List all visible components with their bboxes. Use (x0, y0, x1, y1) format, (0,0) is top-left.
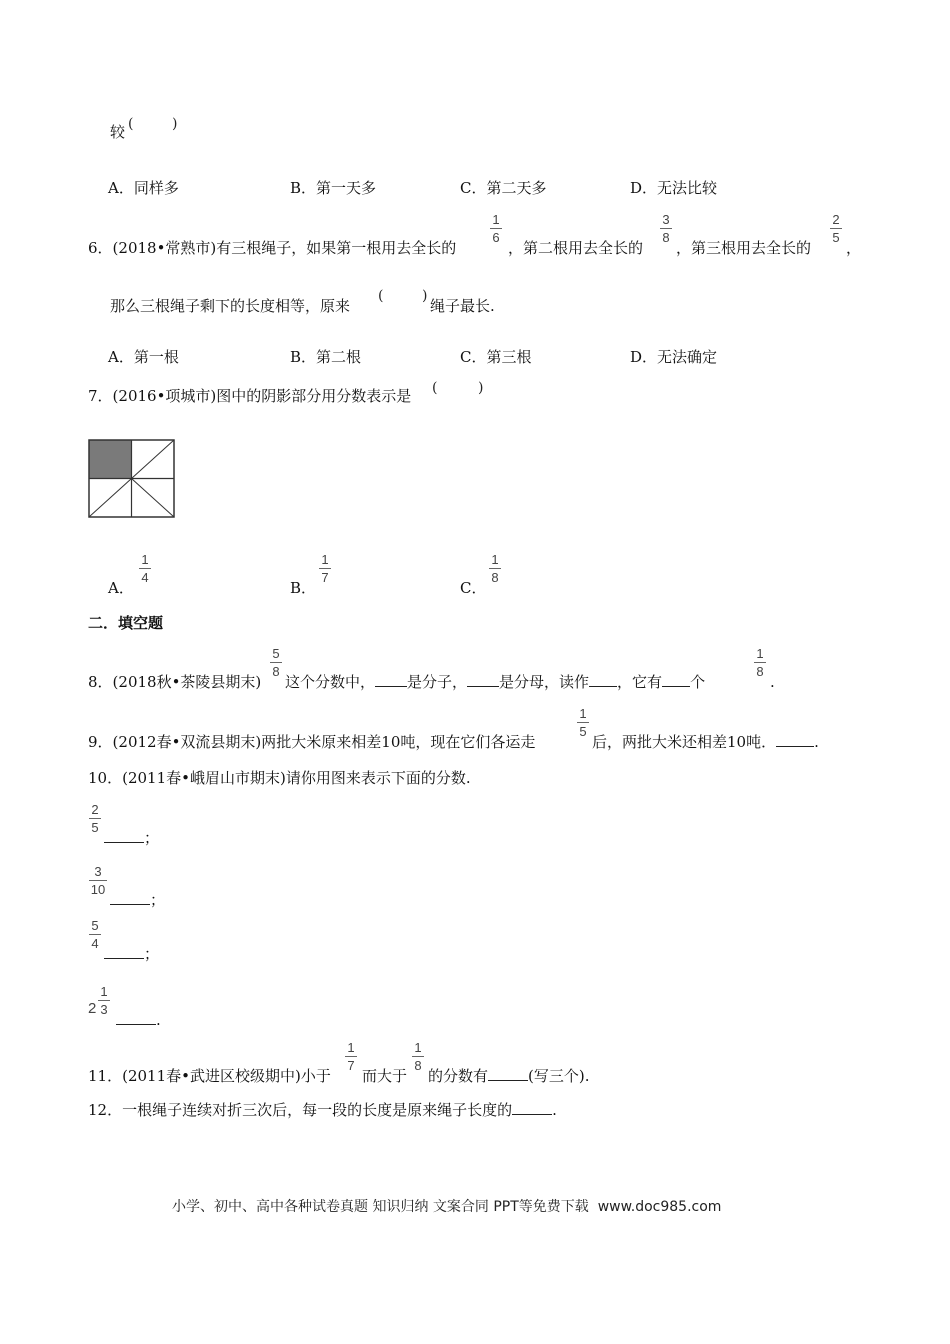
q10-item1-blank[interactable] (104, 828, 144, 843)
q11-text1: 小于 (300, 1067, 331, 1085)
q11-fraction-2 (411, 1040, 425, 1073)
q9-frac-num: 1 (579, 706, 587, 721)
q7-option-c-label: C． (460, 579, 487, 597)
q8-blank-count[interactable] (662, 672, 690, 687)
q12-end: . (552, 1101, 557, 1119)
q10-item4-fraction (97, 984, 111, 1017)
q10-line (88, 766, 471, 790)
shaded-square (89, 440, 131, 478)
q7-a-num: 1 (141, 552, 149, 567)
q7-option-a-fraction (138, 552, 152, 585)
q8-frac-den: 8 (272, 664, 280, 679)
q10-text: 请你用图来表示下面的分数. (285, 769, 471, 787)
q10-item2-blank[interactable] (110, 890, 150, 905)
q5-paren-close: ) (172, 116, 178, 132)
q6-text1: 有三根绳子，如果第一根用去全长的 (216, 239, 457, 257)
q9-source: (2012春•双流县期末) (112, 733, 262, 751)
q6-line2a: 那么三根绳子剩下的长度相等，原来 (110, 297, 351, 315)
q7-text: 图中的阴影部分用分数表示是 (216, 387, 412, 405)
q11-number: 11． (88, 1067, 123, 1085)
q11-frac1-den: 7 (347, 1058, 355, 1073)
q10-item4-num: 1 (100, 984, 108, 999)
q10-item2-num: 3 (94, 864, 102, 879)
q5-tail-line (110, 120, 125, 144)
q9-blank-answer[interactable] (776, 732, 814, 747)
q7-a-den: 4 (141, 570, 149, 585)
q10-item1-line (104, 826, 159, 850)
q10-item2-end: ； (150, 891, 166, 909)
q8-body (285, 670, 705, 694)
q10-number: 10． (88, 769, 123, 787)
q11-line-start (88, 1064, 331, 1088)
q8-frac2-den: 8 (756, 664, 764, 679)
q11-source: (2011春•武进区校级期中) (122, 1067, 301, 1085)
q5-tail-text: 较 (110, 123, 126, 141)
q8-text6: . (770, 673, 775, 691)
q11-text4: (写三个). (528, 1067, 590, 1085)
q10-item2-den: 10 (90, 882, 106, 897)
q8-text3: 是分母，读作 (499, 673, 590, 691)
q6-text4: ， (846, 239, 862, 257)
q6-option-b: B．第二根 (290, 348, 362, 366)
footer-text: 小学、初中、高中各种试卷真题 知识归纳 文案合同 PPT等免费下载 (172, 1199, 589, 1215)
section-title-fill-blank: 二．填空题 (88, 614, 164, 632)
q5-option-d: D．无法比较 (630, 179, 718, 197)
q10-item1-num: 2 (91, 802, 99, 817)
q7-c-den: 8 (491, 570, 499, 585)
q11-text3: 的分数有 (428, 1067, 489, 1085)
q5-option-a: A．同样多 (108, 179, 179, 197)
q11-line-end (428, 1064, 590, 1088)
q10-item1-den: 5 (91, 820, 99, 835)
q9-line-end (592, 730, 819, 754)
q6-option-c: C．第三根 (460, 348, 532, 366)
q5-paren-open: ( (128, 116, 134, 132)
q10-source: (2011春•峨眉山市期末) (122, 769, 286, 787)
q6-option-a: A．第一根 (108, 348, 179, 366)
q6-fraction-3 (829, 212, 843, 245)
q7-number: 7． (88, 387, 113, 405)
q12-blank-answer[interactable] (512, 1100, 552, 1115)
q8-blank-reading[interactable] (589, 672, 617, 687)
q6-frac2-den: 8 (662, 230, 670, 245)
q11-frac2-num: 1 (414, 1040, 422, 1055)
q8-frac2-num: 1 (756, 646, 764, 661)
q8-text1: 这个分数中， (285, 673, 376, 691)
q8-fraction (269, 646, 283, 679)
q11-text2: 而大于 (362, 1067, 408, 1085)
q11-blank-answer[interactable] (488, 1066, 528, 1081)
q8-blank-denominator[interactable] (467, 672, 499, 687)
q6-paren-close: ) (422, 288, 428, 304)
q7-b-den: 7 (321, 570, 329, 585)
q6-option-d: D．无法确定 (630, 348, 718, 366)
q10-item3-line (104, 942, 159, 966)
q7-paren-open: ( (432, 380, 438, 396)
q6-line1 (88, 236, 456, 260)
q10-item3-den: 4 (91, 936, 99, 951)
q8-text5: 个 (690, 673, 706, 691)
q10-item2-line (110, 888, 165, 912)
q11-frac1-num: 1 (347, 1040, 355, 1055)
q10-item1-end: ； (144, 829, 160, 847)
q11-frac2-den: 8 (414, 1058, 422, 1073)
q6-frac1-num: 1 (492, 212, 500, 227)
q8-text2: 是分子， (407, 673, 468, 691)
q11-fraction-1 (344, 1040, 358, 1073)
q7-source: (2016•项城市) (112, 387, 217, 405)
q10-item3-blank[interactable] (104, 944, 144, 959)
q9-text2: 后，两批大米还相差10吨． (592, 733, 777, 751)
footer-site-link[interactable]: www.doc985.com (597, 1199, 722, 1215)
q10-item4-line (116, 1008, 161, 1032)
q6-line2b: 绳子最长. (430, 297, 495, 315)
q8-frac-num: 5 (272, 646, 280, 661)
q6-frac1-den: 6 (492, 230, 500, 245)
figure-diagonal-bottom-right (132, 479, 175, 518)
q5-option-c: C．第二天多 (460, 179, 547, 197)
q10-item4-end: . (156, 1011, 161, 1029)
page-footer (172, 1196, 721, 1216)
q10-item2-fraction (88, 864, 108, 897)
q9-line-start (88, 730, 535, 754)
q10-item3-num: 5 (91, 918, 99, 933)
q6-source: (2018•常熟市) (112, 239, 217, 257)
q8-blank-numerator[interactable] (375, 672, 407, 687)
q7-b-num: 1 (321, 552, 329, 567)
q5-option-b: B．第一天多 (290, 179, 377, 197)
q12-number: 12． (88, 1101, 123, 1119)
q6-paren-open: ( (378, 288, 384, 304)
q10-item3-end: ； (144, 945, 160, 963)
q9-fraction (576, 706, 590, 739)
q9-number: 9． (88, 733, 113, 751)
figure-diagonal-top-right (132, 440, 175, 479)
q7-option-b-label: B． (290, 579, 317, 597)
figure-diagonal-bottom-left (89, 479, 132, 518)
q6-frac2-num: 3 (662, 212, 670, 227)
q6-fraction-2 (659, 212, 673, 245)
q9-text1: 两批大米原来相差10吨，现在它们各运走 (261, 733, 536, 751)
q12-text: 一根绳子连续对折三次后，每一段的长度是原来绳子长度的 (122, 1101, 513, 1119)
q9-frac-den: 5 (579, 724, 587, 739)
q10-item3-fraction (88, 918, 102, 951)
q7-paren-close: ) (478, 380, 484, 396)
q6-text2: ，第二根用去全长的 (508, 239, 644, 257)
q6-frac3-num: 2 (832, 212, 840, 227)
q8-source: (2018秋•茶陵县期末) (112, 673, 262, 691)
q7-option-a-label: A． (108, 579, 134, 597)
q7-c-num: 1 (491, 552, 499, 567)
q8-number: 8． (88, 673, 113, 691)
q9-text3: . (814, 733, 819, 751)
q12-line (88, 1098, 557, 1122)
q6-number: 6． (88, 239, 113, 257)
q7-option-b-fraction (318, 552, 332, 585)
q6-text3: ，第三根用去全长的 (676, 239, 812, 257)
q7-line (88, 384, 411, 408)
q7-square-figure (88, 439, 176, 519)
q10-item4-den: 3 (100, 1002, 108, 1017)
q10-item4-whole: 2 (88, 1000, 97, 1017)
q7-option-c-fraction (488, 552, 502, 585)
q6-fraction-1 (489, 212, 503, 245)
q8-prefix (88, 670, 261, 694)
q8-text4: ，它有 (617, 673, 663, 691)
q6-frac3-den: 5 (832, 230, 840, 245)
q10-item4-blank[interactable] (116, 1010, 156, 1025)
q8-fraction-2 (753, 646, 767, 679)
q10-item1-fraction (88, 802, 102, 835)
